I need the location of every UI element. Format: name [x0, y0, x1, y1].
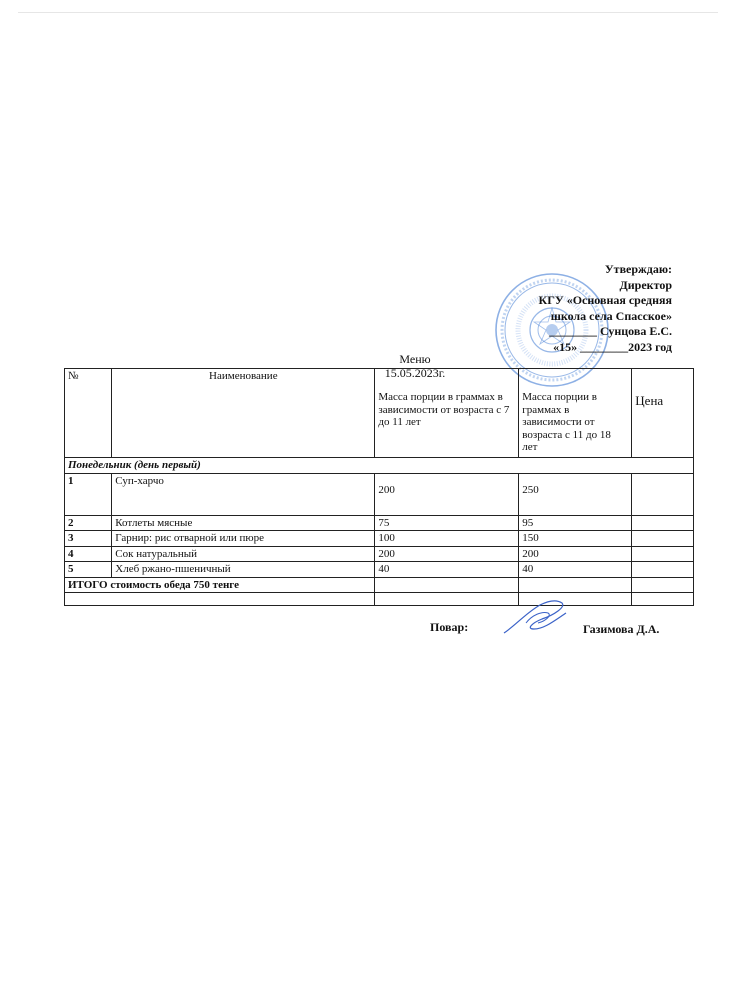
total-empty-a — [375, 577, 519, 593]
cook-name: Газимова Д.А. — [583, 622, 660, 636]
table-row — [65, 562, 694, 578]
row-price — [632, 546, 694, 562]
row-price — [632, 531, 694, 547]
day-row — [65, 458, 694, 474]
menu-table — [64, 368, 694, 606]
approval-org-line2: школа села Спасское» — [550, 308, 672, 323]
approval-position: Директор — [619, 277, 672, 292]
row-price — [632, 562, 694, 578]
approval-date: «15» ________2023 год — [553, 339, 672, 354]
total-empty-b — [519, 577, 632, 593]
approval-block — [539, 262, 672, 355]
row-num: 1 — [65, 473, 112, 515]
header-price: Цена — [632, 369, 694, 458]
row-price — [632, 473, 694, 515]
row-name: Суп-харчо — [112, 473, 375, 515]
table-row — [65, 515, 694, 531]
header-mass-7-11: Масса порции в граммах в зависимости от возраста с 7 до 11 лет — [375, 369, 519, 458]
row-mass-b: 250 — [519, 473, 632, 515]
cook-label: Повар: — [430, 620, 469, 634]
row-mass-a: 200 — [375, 473, 519, 515]
blank-row — [65, 593, 694, 606]
row-num: 2 — [65, 515, 112, 531]
table-row — [65, 531, 694, 547]
row-price — [632, 515, 694, 531]
menu-date: 15.05.2023г. — [384, 366, 446, 380]
row-mass-a: 75 — [375, 515, 519, 531]
approval-signatory: ________ Сунцова Е.С. — [548, 324, 672, 338]
table-row — [65, 546, 694, 562]
handwritten-signature — [496, 595, 576, 641]
row-mass-b: 95 — [519, 515, 632, 531]
approval-org-line1: КГУ «Основная средняя — [538, 293, 672, 307]
menu-title: Меню — [399, 352, 431, 366]
row-mass-a: 100 — [375, 531, 519, 547]
row-name: Котлеты мясные — [112, 515, 375, 531]
row-mass-b: 200 — [519, 546, 632, 562]
row-mass-b: 150 — [519, 531, 632, 547]
row-mass-a: 40 — [375, 562, 519, 578]
table-header-row — [65, 369, 694, 458]
row-name: Хлеб ржано-пшеничный — [112, 562, 375, 578]
row-num: 3 — [65, 531, 112, 547]
header-mass-11-18: Масса порции в граммах в зависимости от возраста с 11 до 18 лет — [519, 369, 632, 458]
total-label: ИТОГО стоимость обеда 750 тенге — [65, 577, 375, 593]
total-empty-price — [632, 577, 694, 593]
row-mass-a: 200 — [375, 546, 519, 562]
row-mass-b: 40 — [519, 562, 632, 578]
total-row — [65, 577, 694, 593]
row-name: Сок натуральный — [112, 546, 375, 562]
row-name: Гарнир: рис отварной или пюре — [112, 531, 375, 547]
row-num: 4 — [65, 546, 112, 562]
header-name: Наименование — [112, 369, 375, 458]
approval-title: Утверждаю: — [604, 262, 672, 276]
header-num: № — [65, 369, 112, 458]
row-num: 5 — [65, 562, 112, 578]
day-label: Понедельник (день первый) — [65, 458, 694, 474]
table-row — [65, 473, 694, 515]
page-edge-line — [18, 12, 718, 13]
